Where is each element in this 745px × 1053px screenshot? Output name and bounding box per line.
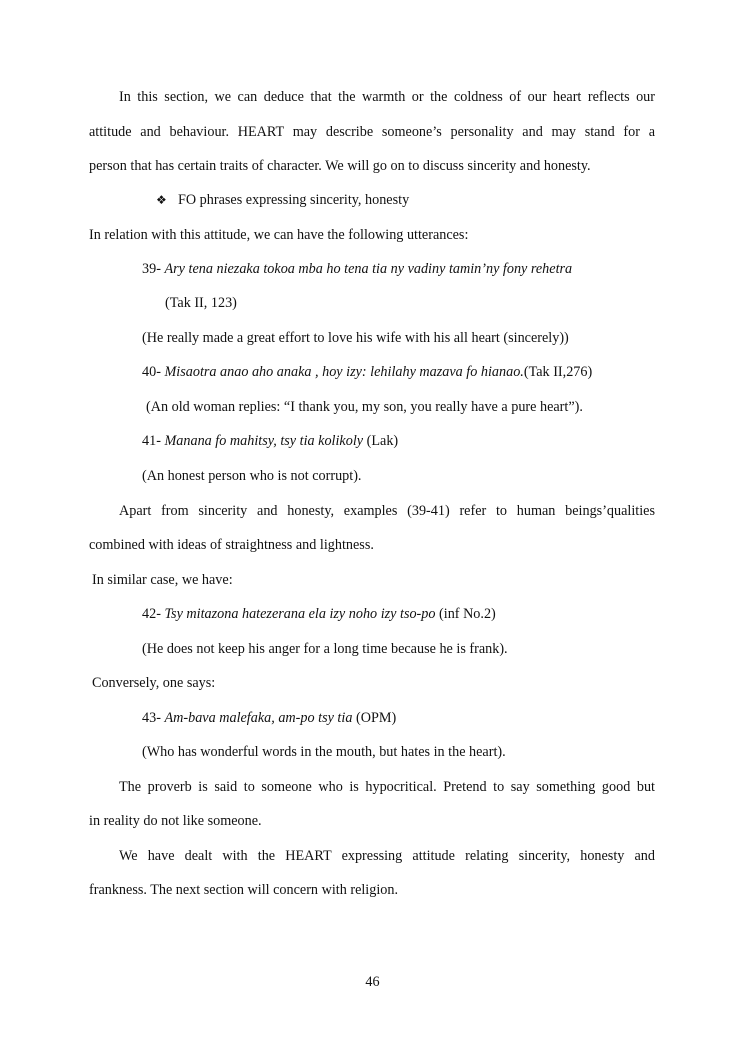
example-number: 43-	[142, 710, 161, 726]
diamond-bullet-icon: ❖	[156, 193, 167, 207]
example-source: (Lak)	[366, 433, 399, 449]
example-42	[142, 605, 496, 623]
paragraph-1-line-1: In this section, we can deduce that the warmth or the coldness of our heart reflects our	[119, 89, 655, 105]
example-43-translation: (Who has wonderful words in the mouth, but hates in the heart).	[142, 744, 506, 760]
bullet-heading	[156, 191, 409, 209]
paragraph-4-line-2: frankness. The next section will concern with religion.	[89, 882, 399, 898]
example-40	[142, 363, 592, 381]
page-number: 46	[365, 974, 380, 990]
intro-line: In relation with this attitude, we can have the following utterances:	[89, 227, 469, 243]
example-39-source: (Tak II, 123)	[165, 295, 237, 311]
paragraph-2-line-2: combined with ideas of straightness and lightness.	[89, 537, 374, 553]
paragraph-1-line-3: person that has certain traits of character. We will go on to discuss sincerity and honesty.	[89, 158, 591, 174]
example-source: (OPM)	[355, 710, 397, 726]
similar-case-line: In similar case, we have:	[92, 572, 233, 588]
example-text: Manana fo mahitsy, tsy tia kolikoly	[164, 433, 364, 449]
example-41	[142, 432, 398, 450]
paragraph-4-line-1: We have dealt with the HEART expressing attitude relating sincerity, honesty and	[119, 848, 655, 864]
example-number: 41-	[142, 433, 161, 449]
example-text: Am-bava malefaka, am-po tsy tia	[164, 710, 353, 726]
paragraph-3-line-1: The proverb is said to someone who is hypocritical. Pretend to say something good but	[119, 779, 655, 795]
example-39-translation: (He really made a great effort to love his wife with his all heart (sincerely))	[142, 330, 569, 346]
paragraph-1-line-2: attitude and behaviour. HEART may describe someone’s personality and may stand for a	[89, 124, 655, 140]
example-number: 39-	[142, 261, 161, 277]
example-source: (inf No.2)	[439, 606, 496, 622]
example-text: Tsy mitazona hatezerana ela izy noho izy tso-po	[164, 606, 436, 622]
paragraph-2-line-1: Apart from sincerity and honesty, examples (39-41) refer to human beings’qualities	[119, 503, 655, 519]
example-number: 40-	[142, 364, 161, 380]
bullet-heading-text: FO phrases expressing sincerity, honesty	[178, 192, 410, 208]
example-42-translation: (He does not keep his anger for a long time because he is frank).	[142, 641, 508, 657]
example-number: 42-	[142, 606, 161, 622]
conversely-line: Conversely, one says:	[92, 675, 216, 691]
paragraph-3-line-2: in reality do not like someone.	[89, 813, 262, 829]
example-43	[142, 709, 396, 727]
example-40-translation: (An old woman replies: “I thank you, my son, you really have a pure heart”).	[146, 399, 583, 415]
example-source: (Tak II,276)	[523, 364, 593, 380]
example-41-translation: (An honest person who is not corrupt).	[142, 468, 362, 484]
example-text: Misaotra anao aho anaka , hoy izy: lehilahy mazava fo hianao.	[164, 364, 524, 380]
example-text: Ary tena niezaka tokoa mba ho tena tia ny vadiny tamin’ny fony rehetra	[164, 261, 573, 277]
example-39	[142, 260, 572, 278]
